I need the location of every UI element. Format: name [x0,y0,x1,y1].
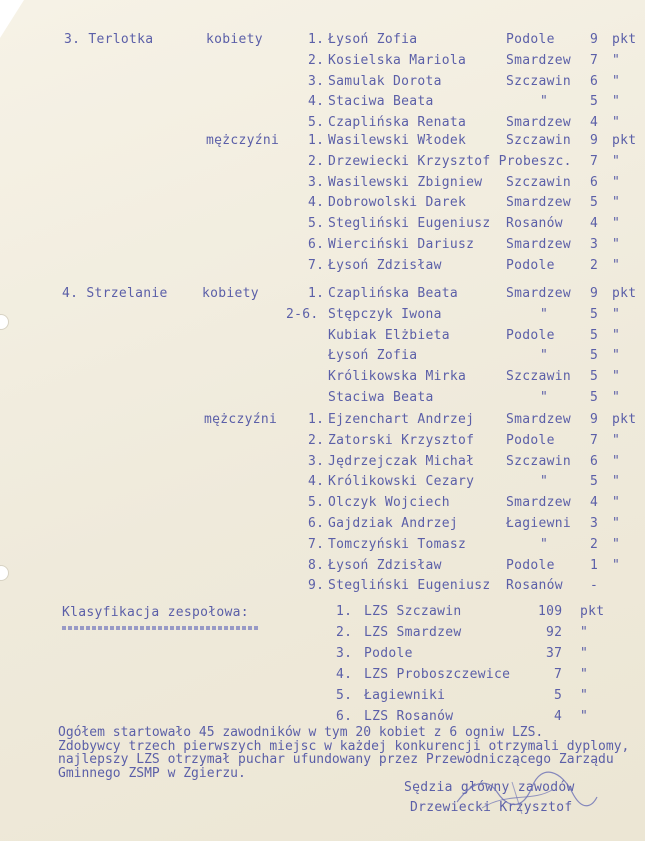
result-unit: " [612,390,621,405]
result-unit: pkt [612,412,637,427]
result-club: " [540,348,549,364]
result-place: 1. [308,32,325,47]
result-club: Podole [506,557,555,573]
result-place: 4. [308,94,325,110]
result-name: Jędrzejczak Michał [328,453,475,469]
result-pts: 9 [590,412,599,427]
result-pts: 2 [590,257,599,273]
result-name: Stępczyk Iwona [328,306,442,322]
result-place: 3. [308,174,325,190]
result-place: 5. [308,115,325,131]
result-unit: pkt [612,32,637,47]
result-pts: 4 [590,216,599,232]
result-pts: 5 [590,369,599,385]
result-club: Szczawin [506,133,572,148]
team-name: Podole [364,646,413,661]
result-place: 3. [308,73,325,89]
result-name: Tomczyński Tomasz [328,536,467,552]
result-pts: 6 [590,73,599,89]
team-place: 6. [336,709,353,724]
team-unit: " [580,709,589,724]
team-title: Klasyfikacja zespołowa: [62,605,249,620]
result-pts: 5 [590,195,599,211]
result-place: 2. [308,153,325,169]
team-pts: 92 [546,625,563,640]
result-pts: 5 [590,348,599,364]
result-club: Podole [506,257,555,273]
team-name: LZS Rosanów [364,709,454,724]
summary-line: Ogółem startowało 45 zawodników w tym 20 kobiet z 6 ogniw LZS. [58,725,544,740]
result-unit: " [612,153,621,169]
result-club: " [540,390,549,405]
team-name: LZS Szczawin [364,604,462,619]
result-name: Gajdziak Andrzej [328,516,459,531]
result-place: 8. [308,557,325,573]
result-name: Wasilewski Włodek [328,133,467,148]
result-place: 2. [308,432,325,448]
result-pts: 7 [590,52,599,68]
result-club: " [540,536,549,552]
result-pts: 1 [590,557,599,573]
group-label: kobiety [202,286,259,301]
result-unit: " [612,52,621,68]
result-pts: 5 [590,327,599,343]
group-label: mężczyźni [204,412,278,427]
result-place: 1. [308,133,325,148]
folded-corner [0,0,24,38]
team-name: LZS Smardzew [364,625,462,640]
result-name: Stegliński Eugeniusz [328,578,491,594]
result-name: Staciwa Beata [328,390,434,405]
team-pts: 4 [554,709,563,724]
result-name: Wasilewski Zbigniew [328,174,483,190]
result-club: Łagiewni [506,516,572,531]
result-club: Podole [506,327,555,343]
team-name: Łagiewniki [364,688,446,703]
result-pts: 9 [590,286,599,301]
result-club: Smardzew [506,52,572,68]
result-unit: " [612,94,621,110]
result-name: Drzewiecki Krzysztof Probeszc. [328,153,572,169]
result-club: Szczawin [506,73,572,89]
result-pts: 6 [590,453,599,469]
result-name: Łysoń Zofia [328,348,418,364]
result-name: Łysoń Zdzisław [328,557,442,573]
result-pts: 9 [590,133,599,148]
result-pts: 3 [590,237,599,252]
team-unit: pkt [580,604,605,619]
result-club: " [540,474,549,490]
team-place: 2. [336,625,353,640]
result-name: Samulak Dorota [328,73,442,89]
result-club: Smardzew [506,195,572,211]
result-name: Olczyk Wojciech [328,495,450,511]
result-unit: " [612,348,621,364]
result-unit: " [612,327,621,343]
team-pts: 5 [554,688,563,703]
result-club: Szczawin [506,369,572,385]
result-pts: 9 [590,32,599,47]
team-place: 1. [336,604,353,619]
result-name: Czaplińska Renata [328,115,467,131]
result-club: Smardzew [506,237,572,252]
result-place: 5. [308,495,325,511]
team-pts: 109 [538,604,563,619]
result-club: " [540,94,549,110]
result-pts: 6 [590,174,599,190]
result-club: Smardzew [506,115,572,131]
result-club: Podole [506,32,555,47]
result-unit: " [612,495,621,511]
result-unit: " [612,257,621,273]
result-club: " [540,306,549,322]
result-name: Łysoń Zdzisław [328,257,442,273]
summary-line: Gminnego ZSMP w Zgierzu. [58,765,246,781]
team-pts: 7 [554,667,563,682]
result-place: 1. [308,286,325,301]
section-title: 3. Terlotka [64,32,154,47]
result-name: Dobrowolski Darek [328,195,467,211]
result-name: Czaplińska Beata [328,286,459,301]
result-place: 6. [308,237,325,252]
result-unit: " [612,432,621,448]
result-pts: 4 [590,495,599,511]
result-place: 7. [308,536,325,552]
result-unit: " [612,73,621,89]
result-unit: " [612,369,621,385]
summary-line: najlepszy LZS otrzymał puchar ufundowany przez Przewodniczącego Zarządu [58,752,614,767]
group-label: mężczyźni [206,133,280,148]
judge-role: Sędzia główny zawodów [404,780,575,795]
result-unit: pkt [612,133,637,148]
team-pts: 37 [546,646,563,661]
result-club: Szczawin [506,174,572,190]
result-name: Wierciński Dariusz [328,237,475,252]
result-name: Zatorski Krzysztof [328,432,475,448]
result-unit: " [612,195,621,211]
result-club: Szczawin [506,453,572,469]
result-club: Smardzew [506,412,572,427]
result-name: Kubiak Elżbieta [328,327,450,343]
team-unit: " [580,646,589,661]
result-pts: 5 [590,306,599,322]
punch-hole [0,314,9,330]
result-unit: " [612,237,621,252]
result-club: Podole [506,432,555,448]
result-unit: " [612,536,621,552]
result-place: 5. [308,216,325,232]
team-name: LZS Proboszczewice [364,667,511,682]
result-club: Smardzew [506,495,572,511]
section-title: 4. Strzelanie [62,286,168,301]
result-pts: 3 [590,516,599,531]
result-name: Ejzenchart Andrzej [328,412,475,427]
result-place: 1. [308,412,325,427]
result-unit: " [612,453,621,469]
team-place: 4. [336,667,353,682]
result-place: 3. [308,453,325,469]
result-name: Łysoń Zofia [328,32,418,47]
result-unit: " [612,557,621,573]
result-name: Królikowski Cezary [328,474,475,490]
result-place: 7. [308,257,325,273]
result-unit: " [612,306,621,322]
result-name: Królikowska Mirka [328,369,467,385]
result-unit: pkt [612,286,637,301]
judge-name: Drzewiecki Krzysztof [410,800,573,815]
result-club: Smardzew [506,286,572,301]
result-name: Staciwa Beata [328,94,434,110]
result-unit: " [612,516,621,531]
team-unit: " [580,688,589,703]
result-pts: 2 [590,536,599,552]
result-unit: " [612,174,621,190]
result-unit: " [612,115,621,131]
result-place: 9. [308,578,325,594]
team-unit: " [580,667,589,682]
result-pts: 7 [590,432,599,448]
result-place: 4. [308,474,325,490]
result-pts: 5 [590,94,599,110]
group-label: kobiety [206,32,263,47]
result-name: Stegliński Eugeniusz [328,216,491,232]
team-unit: " [580,625,589,640]
result-club: Rosanów [506,578,563,594]
result-unit: " [612,216,621,232]
team-place: 5. [336,688,353,703]
result-place: 6. [308,516,325,531]
result-place: 2-6. [286,306,319,322]
result-place: 4. [308,195,325,211]
result-unit: " [612,474,621,490]
summary-line: Zdobywcy trzech pierwszych miejsc w każdej konkurencji otrzymali dyplomy, [58,738,630,754]
result-pts: 5 [590,390,599,405]
result-pts: - [590,578,599,594]
punch-hole [0,565,9,581]
result-place: 2. [308,52,325,68]
result-pts: 4 [590,115,599,131]
team-place: 3. [336,646,353,661]
result-pts: 5 [590,474,599,490]
result-pts: 7 [590,153,599,169]
result-club: Rosanów [506,216,563,232]
result-name: Kosielska Mariola [328,52,467,68]
title-underline [62,626,260,630]
handwritten-signature [452,762,602,820]
